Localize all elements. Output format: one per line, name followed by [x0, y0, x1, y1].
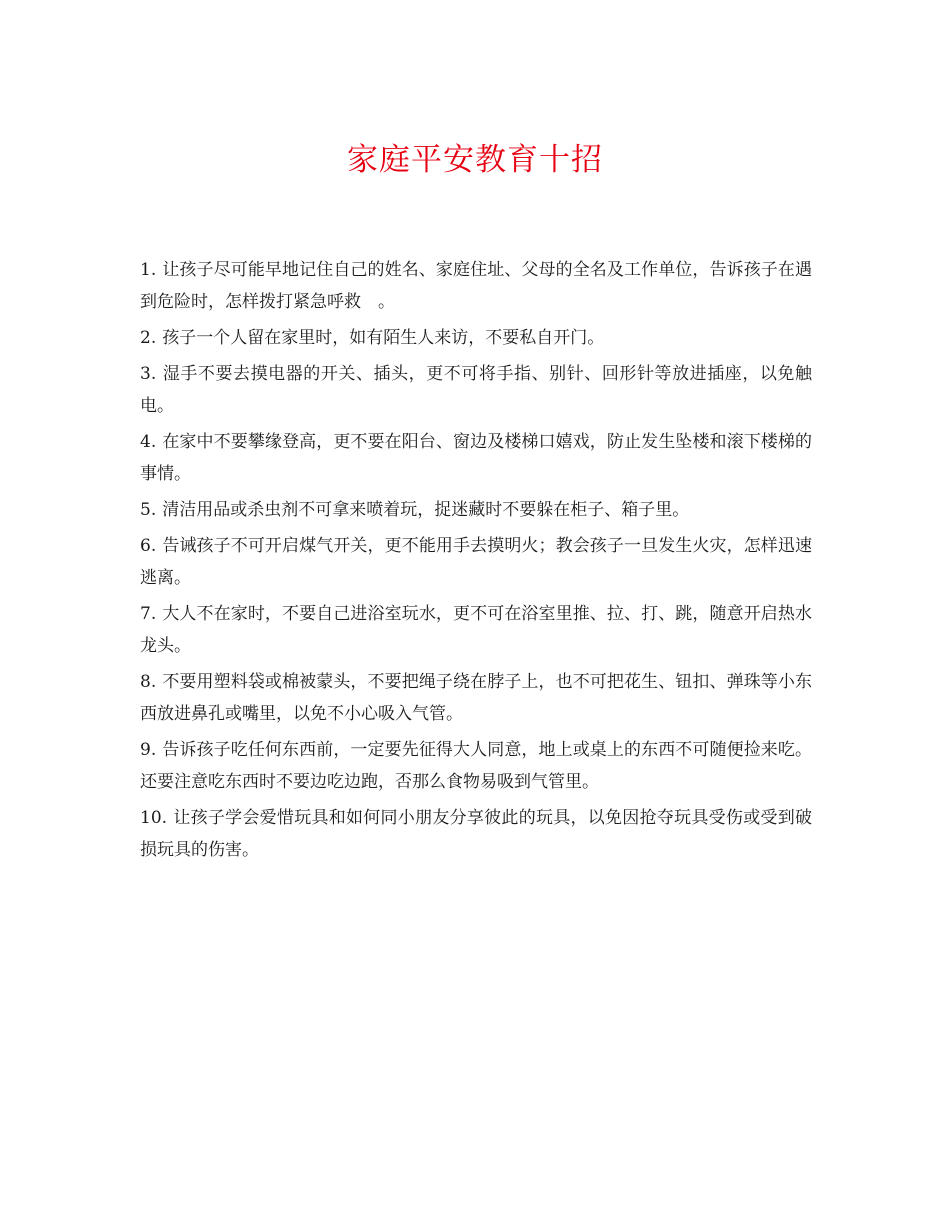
list-item: [140, 322, 812, 354]
item-number: 10.: [140, 808, 168, 828]
item-text: 孩子一个人留在家里时，如有陌生人来访，不要私自开门。: [162, 328, 605, 348]
item-text: 不要用塑料袋或棉被蒙头，不要把绳子绕在脖子上，也不可把花生、钮扣、弹珠等小东西放进鼻孔或嘴里，以免不小心吸入气管。: [140, 672, 812, 724]
item-number: 3.: [140, 364, 157, 384]
list-item: [140, 598, 812, 662]
list-item: [140, 734, 812, 798]
item-text: 让孩子学会爱惜玩具和如何同小朋友分享彼此的玩具，以免因抢夺玩具受伤或受到破损玩具的伤害。: [140, 808, 812, 860]
item-text: 清洁用品或杀虫剂不可拿来喷着玩，捉迷藏时不要躲在柜子、箱子里。: [162, 500, 690, 520]
item-text: 让孩子尽可能早地记住自己的姓名、家庭住址、父母的全名及工作单位，告诉孩子在遇到危险时，怎样拨打紧急呼救 。: [140, 260, 812, 312]
item-text: 在家中不要攀缘登高，更不要在阳台、窗边及楼梯口嬉戏，防止发生坠楼和滚下楼梯的事情。: [140, 432, 812, 484]
list-item: [140, 530, 812, 594]
list-item: [140, 426, 812, 490]
item-text: 告诫孩子不可开启煤气开关，更不能用手去摸明火；教会孩子一旦发生火灾，怎样迅速逃离。: [140, 536, 812, 588]
item-number: 8.: [140, 672, 157, 692]
list-item: [140, 494, 812, 526]
list-item: [140, 254, 812, 318]
item-number: 4.: [140, 432, 157, 452]
list-item: [140, 802, 812, 866]
list-item: [140, 666, 812, 730]
item-number: 5.: [140, 500, 157, 520]
list-item: [140, 358, 812, 422]
item-number: 9.: [140, 740, 157, 760]
item-text: 大人不在家时，不要自己进浴室玩水，更不可在浴室里推、拉、打、跳，随意开启热水龙头。: [140, 604, 812, 656]
item-number: 6.: [140, 536, 157, 556]
item-text: 湿手不要去摸电器的开关、插头，更不可将手指、别针、回形针等放进插座，以免触电。: [140, 364, 812, 416]
item-text: 告诉孩子吃任何东西前，一定要先征得大人同意，地上或桌上的东西不可随便捡来吃。还要注意吃东西时不要边吃边跑，否那么食物易吸到气管里。: [140, 740, 812, 792]
item-number: 1.: [140, 260, 157, 280]
item-number: 2.: [140, 328, 157, 348]
safety-tips-list: [140, 254, 812, 870]
page-title: 家庭平安教育十招: [347, 142, 603, 178]
item-number: 7.: [140, 604, 157, 624]
